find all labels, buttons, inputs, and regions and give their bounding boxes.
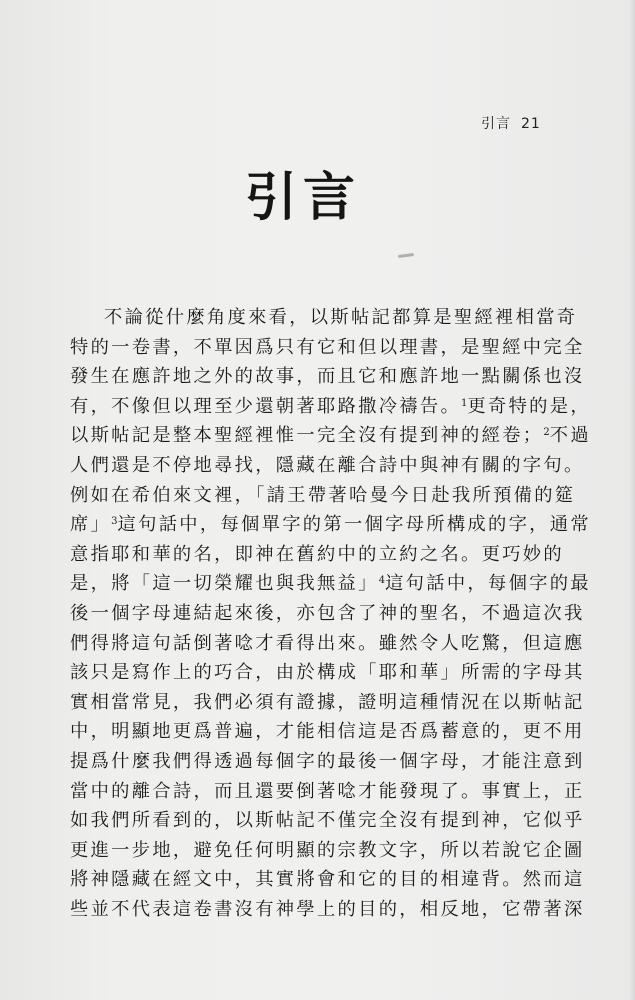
page-number: 21 — [521, 116, 541, 132]
chapter-title: 引言 — [245, 168, 362, 228]
footnote-marker: 3 — [111, 516, 118, 528]
text-line — [70, 362, 585, 392]
text-line — [70, 895, 585, 925]
running-header — [481, 113, 541, 133]
text-line-content: 中，明顯地更爲普遍，才能相信這是否爲蓄意的，更不用 — [70, 721, 585, 743]
text-line — [70, 747, 585, 777]
text-line — [70, 688, 585, 718]
text-line — [70, 540, 564, 570]
text-line-content: 該只是寫作上的巧合，由於構成「耶和華」所需的字母其 — [70, 662, 585, 684]
text-line — [70, 806, 585, 836]
text-line-content: 後一個字母連結起來後，亦包含了神的聖名，不過這次我 — [70, 602, 585, 624]
text-line — [70, 658, 585, 688]
text-line-content: 當中的離合詩，而且還要倒著唸才能發現了。事實上，正 — [70, 780, 585, 802]
text-line-content: 意指耶和華的名，即神在舊約中的立約之名。更巧妙的 — [70, 543, 564, 565]
text-line — [70, 510, 591, 540]
text-line-content: 席」 — [70, 514, 112, 536]
text-line-continuation: 這句話中，每個單字的第一個字母所構成的字，通常 — [117, 514, 591, 536]
text-line — [70, 569, 591, 599]
body-paragraph — [70, 303, 591, 924]
page-edge-shadow — [629, 0, 635, 1000]
text-line — [70, 481, 576, 511]
text-line — [70, 421, 591, 451]
text-line — [70, 599, 585, 629]
text-line-content: 特的一卷書，不單因爲只有它和但以理書，是聖經中完全 — [70, 336, 585, 358]
text-line-content: 如我們所看到的，以斯帖記不僅完全沒有提到神，它似乎 — [70, 810, 585, 832]
footnote-marker: 4 — [378, 575, 386, 587]
text-line-content: 實相當常見，我們必須有證據，證明這種情況在以斯帖記 — [70, 691, 585, 713]
text-line-content: 以斯帖記是整本聖經裡惟一完全沒有提到神的經卷； — [70, 425, 544, 447]
text-line — [70, 865, 585, 895]
text-line-content: 有，不像但以理至少還朝著耶路撒冷禱告。 — [70, 395, 462, 417]
text-line-content: 人們還是不停地尋找，隱藏在離合詩中與神有關的字句。 — [70, 454, 585, 476]
text-line-continuation: 不過 — [549, 425, 591, 447]
text-line-content: 是，將「這一切榮耀也與我無益」 — [70, 573, 379, 595]
text-line — [70, 777, 585, 807]
text-line-continuation: 更奇特的是， — [467, 395, 591, 417]
text-line — [70, 629, 585, 659]
footnote-marker: 1 — [461, 397, 468, 409]
text-line-content: 提爲什麼我們得透過每個字的最後一個字母，才能注意到 — [70, 750, 585, 772]
footnote-marker: 2 — [543, 427, 550, 439]
text-line-content: 發生在應許地之外的故事，而且它和應許地一點關係也沒 — [70, 366, 585, 388]
text-line-content: 不論從什麼角度來看，以斯帖記都算是聖經裡相當奇 — [104, 307, 578, 328]
running-header-section: 引言 — [481, 116, 511, 132]
text-line-content: 將神隱藏在經文中，其實將會和它的目的相違背。然而這 — [70, 869, 585, 891]
text-line — [70, 451, 585, 481]
text-line-content: 們得將這句話倒著唸才看得出來。雖然令人吃驚，但這應 — [70, 632, 585, 654]
text-line — [70, 333, 585, 363]
text-line — [70, 392, 591, 422]
text-line — [70, 717, 585, 747]
text-line-content: 更進一步地，避免任何明顯的宗教文字，所以若說它企圖 — [70, 839, 585, 861]
text-line — [70, 836, 585, 866]
text-line — [70, 303, 578, 333]
ink-smudge — [398, 253, 414, 258]
text-line-content: 些並不代表這卷書沒有神學上的目的，相反地，它帶著深 — [70, 898, 585, 920]
text-line-continuation: 這句話中，每個字的最 — [385, 573, 591, 595]
text-line-content: 例如在希伯來文裡，「請王帶著哈曼今日赴我所預備的筵 — [70, 484, 576, 506]
